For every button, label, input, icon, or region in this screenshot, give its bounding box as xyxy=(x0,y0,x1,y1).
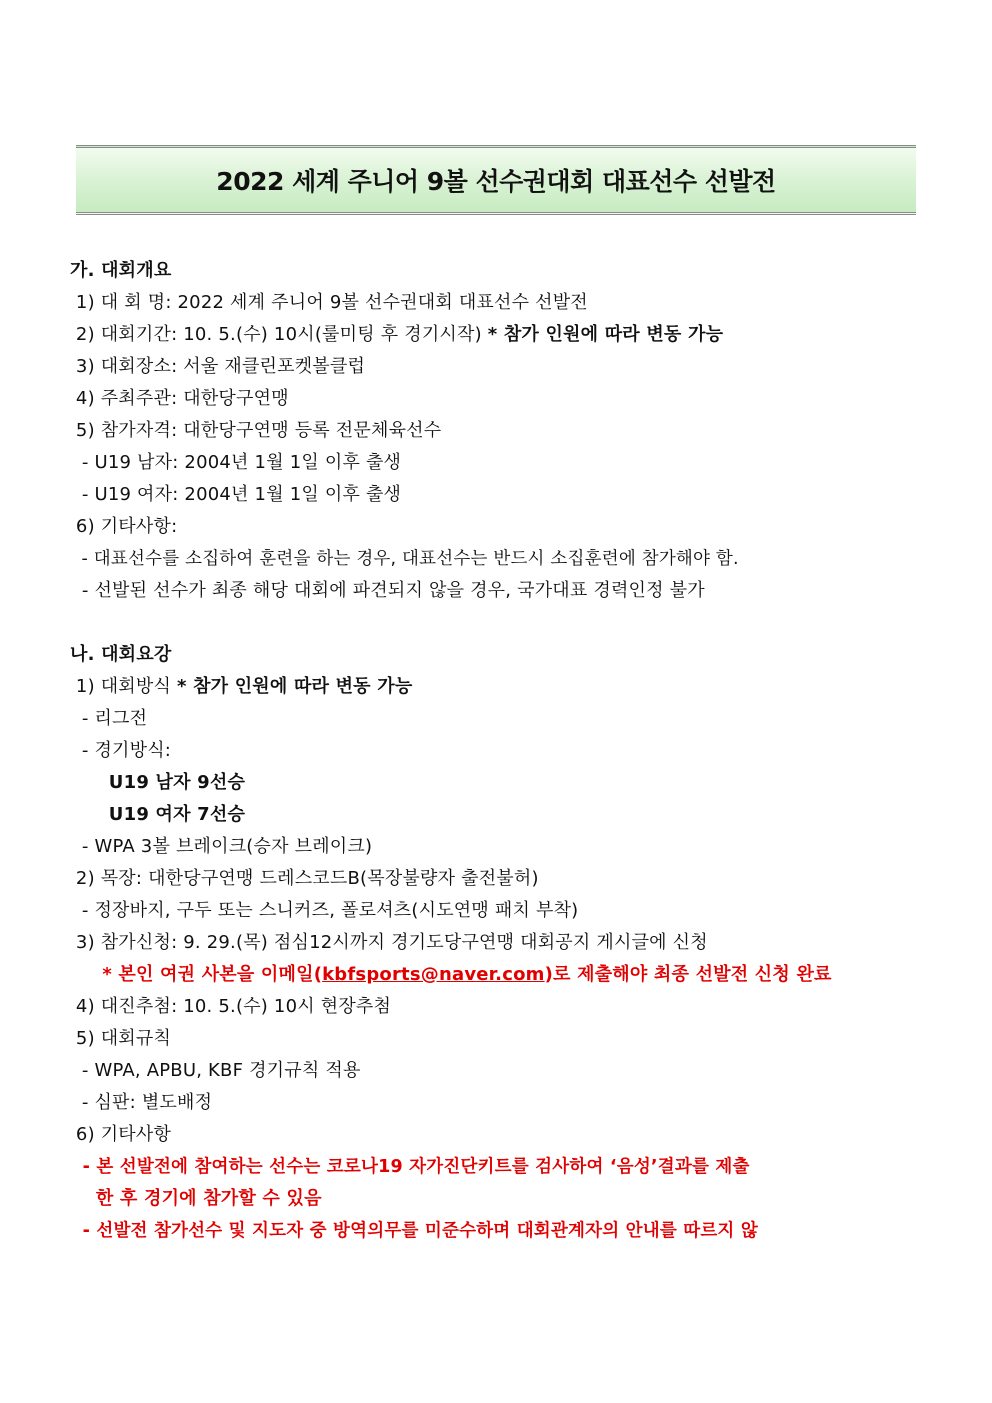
rules-line-9: 3) 참가신청: 9. 29.(목) 점심12시까지 경기도당구연맹 대회공지 게시글에 신청 xyxy=(70,932,708,953)
passport-note-prefix: * 본인 여권 사본을 이메일( xyxy=(70,964,323,985)
passport-note xyxy=(70,963,832,987)
overview-line-3: 3) 대회장소: 서울 재클린포켓볼클럽 xyxy=(70,356,366,377)
document-title: 2022 세계 주니어 9볼 선수권대회 대표선수 선발전 xyxy=(216,167,776,196)
variable-note-2: * 참가 인원에 따라 변동 가능 xyxy=(177,676,413,697)
rules-line-7: 2) 목장: 대한당구연맹 드레스코드B(목장불량자 출전불허) xyxy=(70,868,539,889)
rules-line-1-text: 1) 대회방식 xyxy=(70,676,177,697)
covid-note-line-1: - 본 선발전에 참여하는 선수는 코로나19 자가진단키트를 검사하여 ‘음성’결과를 제출 xyxy=(70,1157,750,1177)
rules-line-6: - WPA 3볼 브레이크(승자 브레이크) xyxy=(70,836,373,857)
overview-line-1: 1) 대 회 명: 2022 세계 주니어 9볼 선수권대회 대표선수 선발전 xyxy=(70,292,588,313)
title-banner xyxy=(76,145,916,215)
rules-line-4: U19 남자 9선승 xyxy=(70,772,246,793)
overview-line-9: - 대표선수를 소집하여 훈련을 하는 경우, 대표선수는 반드시 소집훈련에 참가해야 함. xyxy=(70,549,739,569)
rules-line-14: 6) 기타사항 xyxy=(70,1124,172,1145)
overview-line-8: 6) 기타사항: xyxy=(70,516,178,537)
section-a-heading: 가. 대회개요 xyxy=(70,260,172,281)
rules-line-2: - 리그전 xyxy=(70,708,148,729)
rules-line-8: - 정장바지, 구두 또는 스니커즈, 폴로셔츠(시도연맹 패치 부착) xyxy=(70,900,579,921)
covid-note-line-2: 한 후 경기에 참가할 수 있음 xyxy=(70,1188,322,1209)
section-b-heading: 나. 대회요강 xyxy=(70,644,172,665)
overview-line-7: - U19 여자: 2004년 1월 1일 이후 출생 xyxy=(70,484,402,505)
variable-note: * 참가 인원에 따라 변동 가능 xyxy=(487,324,724,345)
rules-line-10: 4) 대진추첨: 10. 5.(수) 10시 현장추첨 xyxy=(70,996,392,1017)
overview-line-5: 5) 참가자격: 대한당구연맹 등록 전문체육선수 xyxy=(70,420,442,441)
rules-line-5: U19 여자 7선승 xyxy=(70,804,246,825)
rules-line-3: - 경기방식: xyxy=(70,740,172,761)
overview-line-10: - 선발된 선수가 최종 해당 대회에 파견되지 않을 경우, 국가대표 경력인정 불가 xyxy=(70,580,705,601)
overview-line-2 xyxy=(70,323,723,347)
quarantine-note-line: - 선발전 참가선수 및 지도자 중 방역의무를 미준수하며 대회관계자의 안내를 따르지 않 xyxy=(70,1221,758,1241)
rules-line-11: 5) 대회규칙 xyxy=(70,1028,172,1049)
email-link[interactable]: kbfsports@naver.com xyxy=(322,964,545,985)
rules-line-1 xyxy=(70,675,412,699)
rules-line-12: - WPA, APBU, KBF 경기규칙 적용 xyxy=(70,1060,361,1081)
overview-line-2-text: 2) 대회기간: 10. 5.(수) 10시(룰미팅 후 경기시작) xyxy=(70,324,488,345)
rules-line-13: - 심판: 별도배정 xyxy=(70,1092,213,1113)
passport-note-suffix: )로 제출해야 최종 선발전 신청 완료 xyxy=(544,964,832,985)
overview-line-4: 4) 주최주관: 대한당구연맹 xyxy=(70,388,289,409)
overview-line-6: - U19 남자: 2004년 1월 1일 이후 출생 xyxy=(70,452,402,473)
